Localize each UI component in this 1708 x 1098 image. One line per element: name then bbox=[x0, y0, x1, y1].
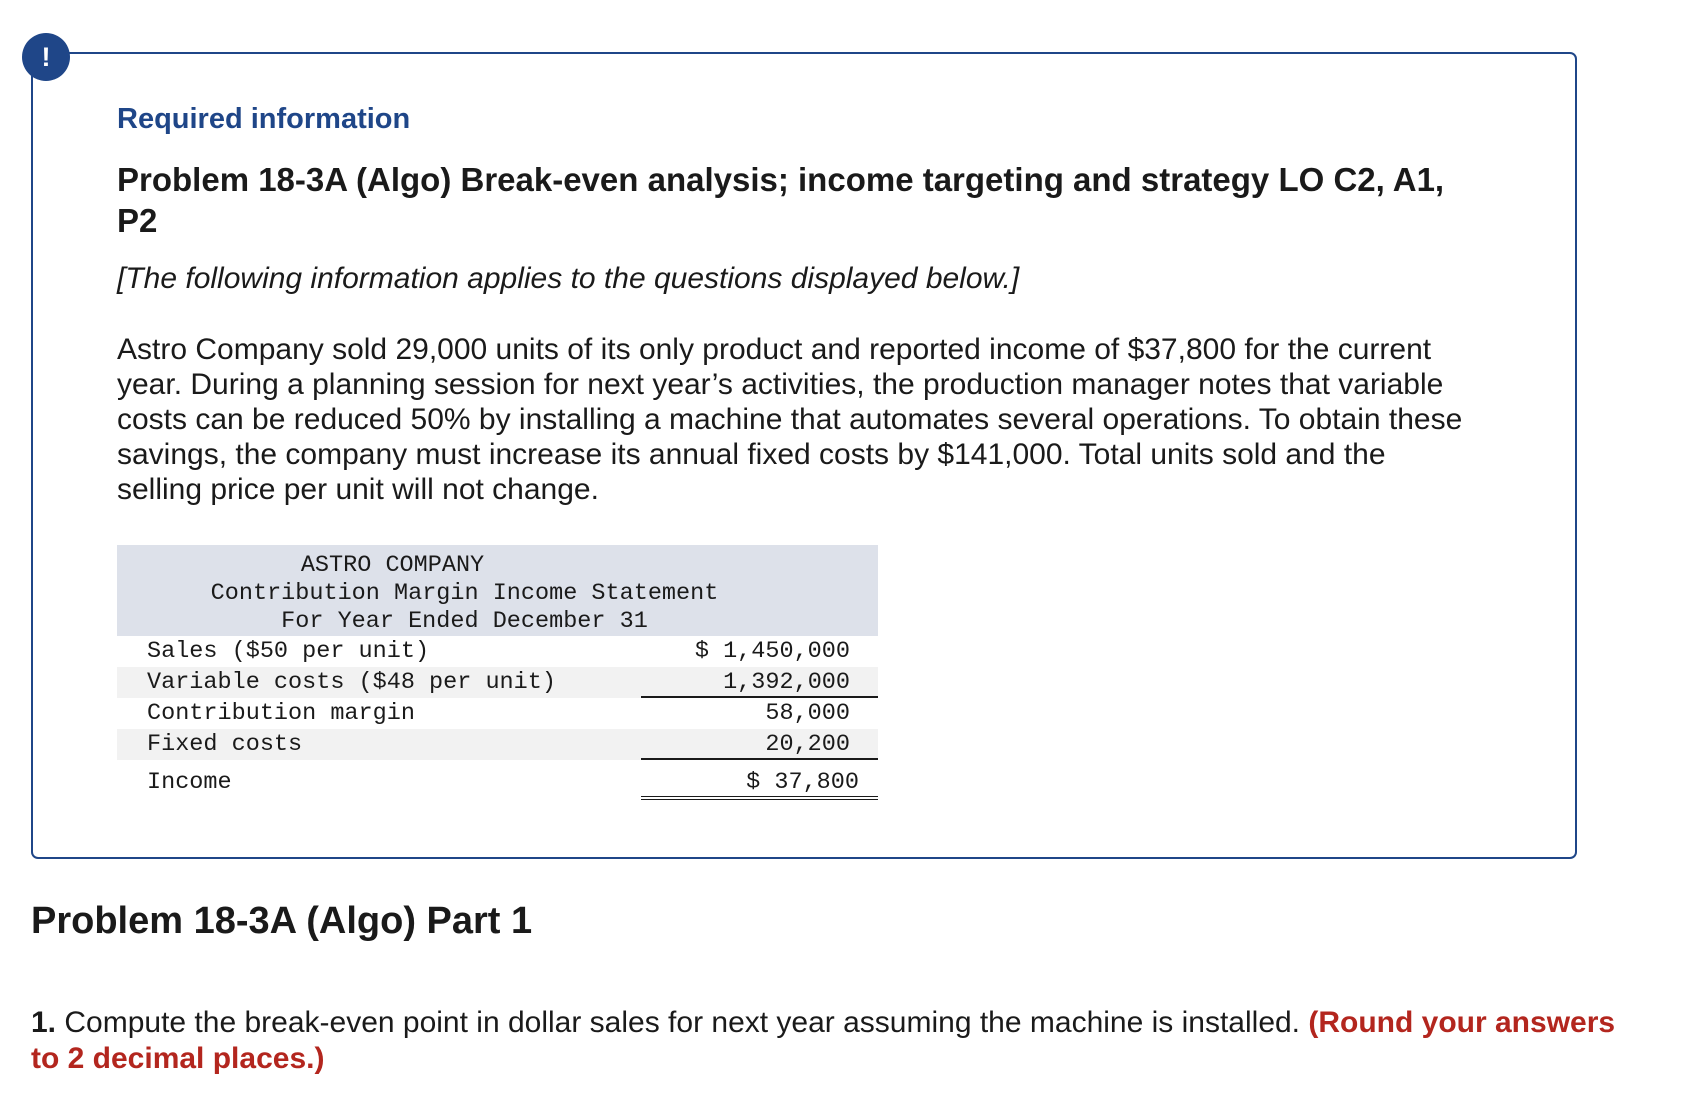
row-value-contribution-margin: 58,000 bbox=[765, 700, 850, 727]
row-label-sales: Sales ($50 per unit) bbox=[147, 638, 430, 665]
problem-title: Problem 18-3A (Algo) Break-even analysis; income targeting and strategy LO C2, A1, P2 bbox=[117, 161, 1445, 239]
row-value-sales: $ 1,450,000 bbox=[694, 638, 850, 665]
statement-period: For Year Ended December 31 bbox=[281, 608, 648, 635]
row-label-contribution-margin: Contribution margin bbox=[147, 700, 415, 727]
required-information-label: Required information bbox=[117, 103, 411, 135]
question-text bbox=[31, 1005, 1631, 1077]
intro-note: [The following information applies to the questions displayed below.] bbox=[117, 262, 1020, 295]
statement-title: Contribution Margin Income Statement bbox=[210, 580, 719, 607]
problem-description: Astro Company sold 29,000 units of its only product and reported income of $37,800 for the current year. During a planning session for next year’s activities, the production manager notes that variable costs can be reduced 50% by installing a machine that automates several operations. To obtain these savings, the company must increase its annual fixed costs by $141,000. Total units sold and the selling price per unit will not change. bbox=[117, 333, 1463, 506]
table-row bbox=[117, 729, 878, 760]
row-value-income: $ 37,800 bbox=[746, 769, 859, 796]
question-number: 1. bbox=[31, 1006, 57, 1039]
table-row bbox=[117, 667, 878, 698]
part-title: Problem 18-3A (Algo) Part 1 bbox=[31, 900, 533, 942]
statement-header bbox=[117, 545, 878, 636]
row-value-variable-costs: 1,392,000 bbox=[723, 669, 850, 696]
row-label-income: Income bbox=[147, 769, 232, 796]
table-row bbox=[117, 698, 878, 729]
table-row bbox=[117, 760, 878, 800]
exclamation-icon: ! bbox=[22, 33, 70, 81]
statement-company: ASTRO COMPANY bbox=[300, 552, 485, 579]
row-value-fixed-costs: 20,200 bbox=[765, 731, 850, 758]
income-statement-table bbox=[117, 545, 878, 800]
table-row bbox=[117, 636, 878, 667]
row-label-variable-costs: Variable costs ($48 per unit) bbox=[147, 669, 556, 696]
row-label-fixed-costs: Fixed costs bbox=[147, 731, 303, 758]
question-body: Compute the break-even point in dollar sales for next year assuming the machine is installed. bbox=[56, 1006, 1309, 1039]
rounding-note: (Round your answers to 2 decimal places.) bbox=[31, 1006, 1616, 1075]
